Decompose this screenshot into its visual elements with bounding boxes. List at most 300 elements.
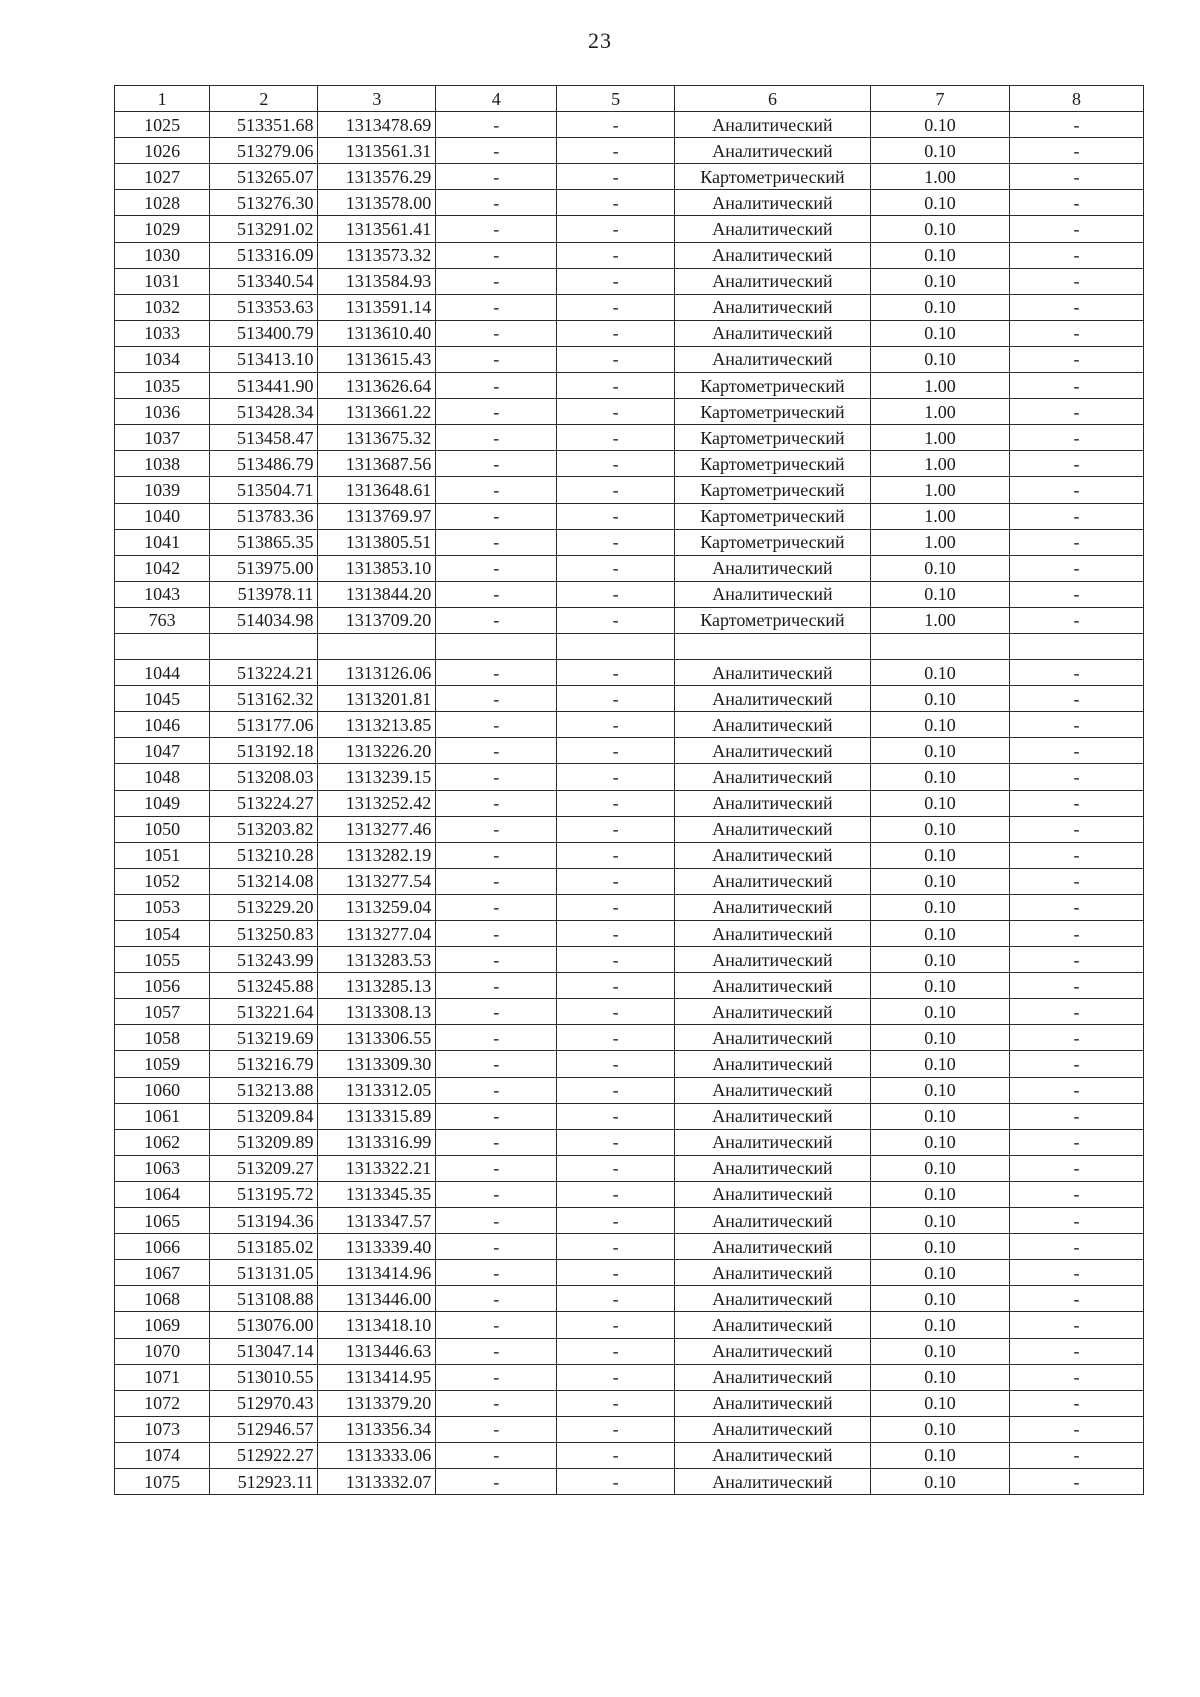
cell-x-coordinate: 513010.55 — [210, 1364, 318, 1390]
cell-y-coordinate: 1313308.13 — [318, 999, 436, 1025]
cell-accuracy: 1.00 — [870, 607, 1009, 633]
cell-point-number: 1056 — [115, 973, 210, 999]
cell-col-4: - — [436, 1051, 557, 1077]
cell-y-coordinate: 1313347.57 — [318, 1208, 436, 1234]
cell-col-4: - — [436, 1129, 557, 1155]
cell-point-number: 1041 — [115, 529, 210, 555]
cell-col-8: - — [1010, 1077, 1144, 1103]
cell-x-coordinate: 513441.90 — [210, 373, 318, 399]
cell-x-coordinate: 513351.68 — [210, 112, 318, 138]
table-row — [115, 1442, 1144, 1468]
cell-col-4: - — [436, 503, 557, 529]
cell-col-5: - — [557, 790, 675, 816]
cell-y-coordinate: 1313201.81 — [318, 686, 436, 712]
cell-col-8: - — [1010, 1181, 1144, 1207]
cell-col-8: - — [1010, 425, 1144, 451]
cell-col-4: - — [436, 112, 557, 138]
cell-col-5: - — [557, 1155, 675, 1181]
cell-method: Аналитический — [674, 268, 870, 294]
cell-col-5: - — [557, 1077, 675, 1103]
cell-method: Аналитический — [674, 738, 870, 764]
cell-method: Аналитический — [674, 1025, 870, 1051]
cell-y-coordinate: 1313277.04 — [318, 921, 436, 947]
cell-y-coordinate: 1313853.10 — [318, 555, 436, 581]
cell-method: Аналитический — [674, 294, 870, 320]
cell-point-number: 1040 — [115, 503, 210, 529]
cell-y-coordinate: 1313277.46 — [318, 816, 436, 842]
cell-y-coordinate: 1313213.85 — [318, 712, 436, 738]
cell-point-number: 1069 — [115, 1312, 210, 1338]
cell-y-coordinate: 1313126.06 — [318, 660, 436, 686]
table-row — [115, 399, 1144, 425]
cell-col-4: - — [436, 555, 557, 581]
cell-col-8: - — [1010, 894, 1144, 920]
table-row — [115, 373, 1144, 399]
cell-col-5: - — [557, 1312, 675, 1338]
table-row — [115, 1364, 1144, 1390]
cell-col-5: - — [557, 1129, 675, 1155]
table-row — [115, 686, 1144, 712]
table-row — [115, 1129, 1144, 1155]
cell-y-coordinate: 1313285.13 — [318, 973, 436, 999]
cell-col-8: - — [1010, 1103, 1144, 1129]
cell-point-number: 1033 — [115, 320, 210, 346]
cell-x-coordinate: 513177.06 — [210, 712, 318, 738]
column-header-4: 4 — [436, 86, 557, 112]
cell-accuracy: 0.10 — [870, 1442, 1009, 1468]
cell-accuracy: 0.10 — [870, 1390, 1009, 1416]
cell-col-5: - — [557, 1181, 675, 1207]
cell-col-5: - — [557, 555, 675, 581]
column-header-1: 1 — [115, 86, 210, 112]
cell-x-coordinate: 512970.43 — [210, 1390, 318, 1416]
cell-y-coordinate: 1313252.42 — [318, 790, 436, 816]
cell-method: Аналитический — [674, 1416, 870, 1442]
cell-col-5: - — [557, 1286, 675, 1312]
cell-accuracy: 0.10 — [870, 1286, 1009, 1312]
cell-col-8: - — [1010, 1442, 1144, 1468]
cell-col-8: - — [1010, 399, 1144, 425]
cell-point-number: 1042 — [115, 555, 210, 581]
cell-col-8: - — [1010, 242, 1144, 268]
cell-accuracy: 1.00 — [870, 477, 1009, 503]
cell-col-5: - — [557, 660, 675, 686]
cell-col-4: - — [436, 790, 557, 816]
cell-method: Аналитический — [674, 1155, 870, 1181]
column-header-7: 7 — [870, 86, 1009, 112]
cell-accuracy: 0.10 — [870, 1025, 1009, 1051]
cell-point-number: 1053 — [115, 894, 210, 920]
cell-y-coordinate: 1313446.63 — [318, 1338, 436, 1364]
cell-y-coordinate: 1313322.21 — [318, 1155, 436, 1181]
cell-col-8: - — [1010, 686, 1144, 712]
cell-method: Аналитический — [674, 1260, 870, 1286]
cell-col-4: - — [436, 399, 557, 425]
cell-y-coordinate: 1313446.00 — [318, 1286, 436, 1312]
cell-col-8: - — [1010, 373, 1144, 399]
cell-y-coordinate: 1313675.32 — [318, 425, 436, 451]
cell-point-number: 1074 — [115, 1442, 210, 1468]
table-row — [115, 868, 1144, 894]
cell-point-number: 1052 — [115, 868, 210, 894]
cell-y-coordinate: 1313332.07 — [318, 1468, 436, 1494]
cell-accuracy: 0.10 — [870, 1312, 1009, 1338]
cell-point-number: 1029 — [115, 216, 210, 242]
cell-y-coordinate: 1313578.00 — [318, 190, 436, 216]
cell-col-5: - — [557, 1364, 675, 1390]
cell-col-4: - — [436, 712, 557, 738]
cell-x-coordinate: 512922.27 — [210, 1442, 318, 1468]
cell-col-4: - — [436, 947, 557, 973]
coordinates-table — [114, 85, 1144, 1495]
cell-point-number: 1028 — [115, 190, 210, 216]
cell-col-5: - — [557, 607, 675, 633]
cell-col-5: - — [557, 268, 675, 294]
cell-col-8: - — [1010, 607, 1144, 633]
cell-method: Картометрический — [674, 164, 870, 190]
cell-method: Аналитический — [674, 712, 870, 738]
cell-col-5: - — [557, 1025, 675, 1051]
cell-method: Аналитический — [674, 346, 870, 372]
cell-col-5: - — [557, 868, 675, 894]
table-row — [115, 1155, 1144, 1181]
cell-col-5: - — [557, 529, 675, 555]
cell-accuracy: 0.10 — [870, 1077, 1009, 1103]
cell-y-coordinate: 1313584.93 — [318, 268, 436, 294]
cell-point-number: 1035 — [115, 373, 210, 399]
table-row — [115, 1103, 1144, 1129]
cell-y-coordinate: 1313805.51 — [318, 529, 436, 555]
cell-accuracy: 1.00 — [870, 529, 1009, 555]
cell-accuracy: 0.10 — [870, 268, 1009, 294]
cell-method: Аналитический — [674, 1208, 870, 1234]
table-row — [115, 921, 1144, 947]
cell-y-coordinate: 1313316.99 — [318, 1129, 436, 1155]
cell-point-number: 1036 — [115, 399, 210, 425]
cell-col-5: - — [557, 712, 675, 738]
cell-method: Аналитический — [674, 1103, 870, 1129]
cell-col-4: - — [436, 999, 557, 1025]
cell-col-8: - — [1010, 477, 1144, 503]
cell-col-5: - — [557, 973, 675, 999]
cell-method: Картометрический — [674, 607, 870, 633]
cell-accuracy: 0.10 — [870, 138, 1009, 164]
table-row — [115, 947, 1144, 973]
table-row — [115, 320, 1144, 346]
cell-accuracy: 0.10 — [870, 242, 1009, 268]
cell-method: Аналитический — [674, 190, 870, 216]
cell-method: Аналитический — [674, 790, 870, 816]
cell-col-4: - — [436, 1390, 557, 1416]
cell-point-number: 1031 — [115, 268, 210, 294]
table-row — [115, 451, 1144, 477]
cell-col-8: - — [1010, 320, 1144, 346]
cell-method: Аналитический — [674, 242, 870, 268]
cell-method: Аналитический — [674, 686, 870, 712]
cell-col-4: - — [436, 842, 557, 868]
cell-col-4: - — [436, 190, 557, 216]
cell-col-5: - — [557, 294, 675, 320]
table-row — [115, 477, 1144, 503]
cell-point-number: 1060 — [115, 1077, 210, 1103]
cell-accuracy: 1.00 — [870, 399, 1009, 425]
table-row — [115, 138, 1144, 164]
cell-col-8: - — [1010, 1286, 1144, 1312]
page-number: 23 — [588, 28, 612, 53]
cell-y-coordinate: 1313573.32 — [318, 242, 436, 268]
cell-point-number: 1032 — [115, 294, 210, 320]
cell-col-4: - — [436, 294, 557, 320]
cell-point-number: 1059 — [115, 1051, 210, 1077]
cell-method: Картометрический — [674, 477, 870, 503]
cell-point-number: 1073 — [115, 1416, 210, 1442]
cell-col-4: - — [436, 138, 557, 164]
cell-accuracy: 0.10 — [870, 999, 1009, 1025]
cell-accuracy: 0.10 — [870, 764, 1009, 790]
cell-accuracy: 1.00 — [870, 503, 1009, 529]
cell-col-8: - — [1010, 947, 1144, 973]
cell-y-coordinate: 1313576.29 — [318, 164, 436, 190]
cell-col-5: - — [557, 894, 675, 920]
cell-col-5: - — [557, 1416, 675, 1442]
cell-point-number: 1039 — [115, 477, 210, 503]
cell-point-number: 1048 — [115, 764, 210, 790]
cell-col-8: - — [1010, 451, 1144, 477]
column-header-3: 3 — [318, 86, 436, 112]
cell-method: Аналитический — [674, 1077, 870, 1103]
cell-x-coordinate: 513865.35 — [210, 529, 318, 555]
cell-col-4: - — [436, 164, 557, 190]
cell-col-4: - — [436, 816, 557, 842]
cell-accuracy: 0.10 — [870, 1051, 1009, 1077]
cell-y-coordinate: 1313315.89 — [318, 1103, 436, 1129]
cell-method: Аналитический — [674, 1286, 870, 1312]
cell-col-4: - — [436, 346, 557, 372]
cell-accuracy: 1.00 — [870, 451, 1009, 477]
cell-col-8: - — [1010, 268, 1144, 294]
cell-col-5: - — [557, 738, 675, 764]
cell-x-coordinate: 513213.88 — [210, 1077, 318, 1103]
cell-col-8: - — [1010, 738, 1144, 764]
table-row — [115, 1025, 1144, 1051]
table-row — [115, 738, 1144, 764]
cell-point-number: 1075 — [115, 1468, 210, 1494]
cell-point-number: 763 — [115, 607, 210, 633]
cell-col-5: - — [557, 425, 675, 451]
cell-accuracy: 0.10 — [870, 842, 1009, 868]
table-row — [115, 607, 1144, 633]
cell-y-coordinate: 1313282.19 — [318, 842, 436, 868]
cell-y-coordinate: 1313418.10 — [318, 1312, 436, 1338]
cell-point-number: 1049 — [115, 790, 210, 816]
cell-col-8: - — [1010, 764, 1144, 790]
cell-col-4: - — [436, 1181, 557, 1207]
cell-x-coordinate: 513195.72 — [210, 1181, 318, 1207]
cell-accuracy: 0.10 — [870, 686, 1009, 712]
cell-col-5: - — [557, 581, 675, 607]
cell-method: Аналитический — [674, 1181, 870, 1207]
cell-x-coordinate: 513245.88 — [210, 973, 318, 999]
cell-col-8: - — [1010, 660, 1144, 686]
cell-point-number: 1050 — [115, 816, 210, 842]
cell-point-number: 1044 — [115, 660, 210, 686]
cell-x-coordinate: 513131.05 — [210, 1260, 318, 1286]
cell-x-coordinate: 513209.84 — [210, 1103, 318, 1129]
cell-col-4: - — [436, 894, 557, 920]
cell-col-4: - — [436, 1103, 557, 1129]
cell-x-coordinate: 513250.83 — [210, 921, 318, 947]
cell-x-coordinate: 513783.36 — [210, 503, 318, 529]
cell-point-number: 1045 — [115, 686, 210, 712]
cell-y-coordinate: 1313339.40 — [318, 1234, 436, 1260]
cell-x-coordinate: 513214.08 — [210, 868, 318, 894]
cell-accuracy: 0.10 — [870, 660, 1009, 686]
cell-y-coordinate: 1313615.43 — [318, 346, 436, 372]
cell-col-8: - — [1010, 1129, 1144, 1155]
cell-accuracy: 0.10 — [870, 894, 1009, 920]
cell-x-coordinate: 513224.27 — [210, 790, 318, 816]
cell-col-8: - — [1010, 1338, 1144, 1364]
cell-y-coordinate: 1313591.14 — [318, 294, 436, 320]
table-row — [115, 503, 1144, 529]
cell-col-5: - — [557, 164, 675, 190]
cell-col-5: - — [557, 1234, 675, 1260]
cell-accuracy: 0.10 — [870, 294, 1009, 320]
header-row — [115, 86, 1144, 112]
cell-method: Аналитический — [674, 320, 870, 346]
cell-accuracy: 0.10 — [870, 1468, 1009, 1494]
cell-x-coordinate: 513185.02 — [210, 1234, 318, 1260]
cell-point-number: 1065 — [115, 1208, 210, 1234]
cell-col-8: - — [1010, 190, 1144, 216]
cell-col-4: - — [436, 764, 557, 790]
cell-method: Аналитический — [674, 947, 870, 973]
cell-point-number: 1072 — [115, 1390, 210, 1416]
cell-point-number: 1055 — [115, 947, 210, 973]
cell-y-coordinate: 1313610.40 — [318, 320, 436, 346]
cell-accuracy: 1.00 — [870, 164, 1009, 190]
cell-x-coordinate: 513276.30 — [210, 190, 318, 216]
cell-y-coordinate: 1313414.96 — [318, 1260, 436, 1286]
cell-point-number — [115, 633, 210, 659]
cell-x-coordinate: 513229.20 — [210, 894, 318, 920]
table-row — [115, 790, 1144, 816]
cell-col-4: - — [436, 581, 557, 607]
cell-x-coordinate: 513413.10 — [210, 346, 318, 372]
cell-col-8: - — [1010, 921, 1144, 947]
cell-x-coordinate: 513975.00 — [210, 555, 318, 581]
cell-accuracy: 0.10 — [870, 1364, 1009, 1390]
cell-col-8: - — [1010, 712, 1144, 738]
cell-x-coordinate: 513216.79 — [210, 1051, 318, 1077]
column-header-6: 6 — [674, 86, 870, 112]
cell-col-8: - — [1010, 973, 1144, 999]
cell-method: Аналитический — [674, 921, 870, 947]
cell-method: Аналитический — [674, 1338, 870, 1364]
table-row — [115, 294, 1144, 320]
cell-x-coordinate: 512946.57 — [210, 1416, 318, 1442]
cell-y-coordinate: 1313226.20 — [318, 738, 436, 764]
cell-col-8 — [1010, 633, 1144, 659]
cell-method: Аналитический — [674, 1364, 870, 1390]
cell-col-4: - — [436, 373, 557, 399]
cell-col-5: - — [557, 346, 675, 372]
cell-method: Картометрический — [674, 425, 870, 451]
table-row — [115, 1286, 1144, 1312]
cell-x-coordinate: 513224.21 — [210, 660, 318, 686]
cell-col-4: - — [436, 425, 557, 451]
cell-col-4: - — [436, 607, 557, 633]
cell-x-coordinate: 513291.02 — [210, 216, 318, 242]
cell-point-number: 1070 — [115, 1338, 210, 1364]
cell-x-coordinate: 513486.79 — [210, 451, 318, 477]
cell-y-coordinate: 1313379.20 — [318, 1390, 436, 1416]
cell-accuracy: 0.10 — [870, 738, 1009, 764]
cell-col-5: - — [557, 451, 675, 477]
cell-x-coordinate: 514034.98 — [210, 607, 318, 633]
cell-y-coordinate: 1313277.54 — [318, 868, 436, 894]
cell-col-8: - — [1010, 1051, 1144, 1077]
cell-col-5: - — [557, 1208, 675, 1234]
cell-x-coordinate: 513192.18 — [210, 738, 318, 764]
cell-method: Аналитический — [674, 842, 870, 868]
cell-accuracy: 1.00 — [870, 373, 1009, 399]
cell-col-4: - — [436, 477, 557, 503]
cell-col-4: - — [436, 868, 557, 894]
cell-x-coordinate: 513076.00 — [210, 1312, 318, 1338]
cell-col-5: - — [557, 190, 675, 216]
cell-col-8: - — [1010, 138, 1144, 164]
cell-method: Аналитический — [674, 1312, 870, 1338]
cell-x-coordinate: 513340.54 — [210, 268, 318, 294]
cell-point-number: 1037 — [115, 425, 210, 451]
cell-method: Аналитический — [674, 1129, 870, 1155]
cell-col-8: - — [1010, 503, 1144, 529]
cell-x-coordinate: 513210.28 — [210, 842, 318, 868]
table-row — [115, 894, 1144, 920]
cell-col-5: - — [557, 242, 675, 268]
cell-col-4: - — [436, 216, 557, 242]
cell-y-coordinate: 1313333.06 — [318, 1442, 436, 1468]
cell-x-coordinate: 513504.71 — [210, 477, 318, 503]
cell-col-8: - — [1010, 999, 1144, 1025]
cell-y-coordinate: 1313626.64 — [318, 373, 436, 399]
cell-y-coordinate: 1313687.56 — [318, 451, 436, 477]
cell-x-coordinate: 513428.34 — [210, 399, 318, 425]
cell-col-4: - — [436, 268, 557, 294]
cell-method: Аналитический — [674, 1442, 870, 1468]
cell-col-4 — [436, 633, 557, 659]
cell-col-5: - — [557, 1103, 675, 1129]
table-row — [115, 999, 1144, 1025]
cell-method: Картометрический — [674, 503, 870, 529]
cell-x-coordinate: 513108.88 — [210, 1286, 318, 1312]
cell-col-4: - — [436, 1312, 557, 1338]
cell-method — [674, 633, 870, 659]
cell-accuracy: 0.10 — [870, 868, 1009, 894]
cell-x-coordinate: 513208.03 — [210, 764, 318, 790]
cell-col-4: - — [436, 1208, 557, 1234]
cell-x-coordinate: 513279.06 — [210, 138, 318, 164]
cell-y-coordinate: 1313239.15 — [318, 764, 436, 790]
table-row — [115, 842, 1144, 868]
cell-x-coordinate: 513353.63 — [210, 294, 318, 320]
table-row — [115, 816, 1144, 842]
cell-accuracy: 0.10 — [870, 1129, 1009, 1155]
cell-point-number: 1066 — [115, 1234, 210, 1260]
table-row — [115, 242, 1144, 268]
cell-col-4: - — [436, 1364, 557, 1390]
